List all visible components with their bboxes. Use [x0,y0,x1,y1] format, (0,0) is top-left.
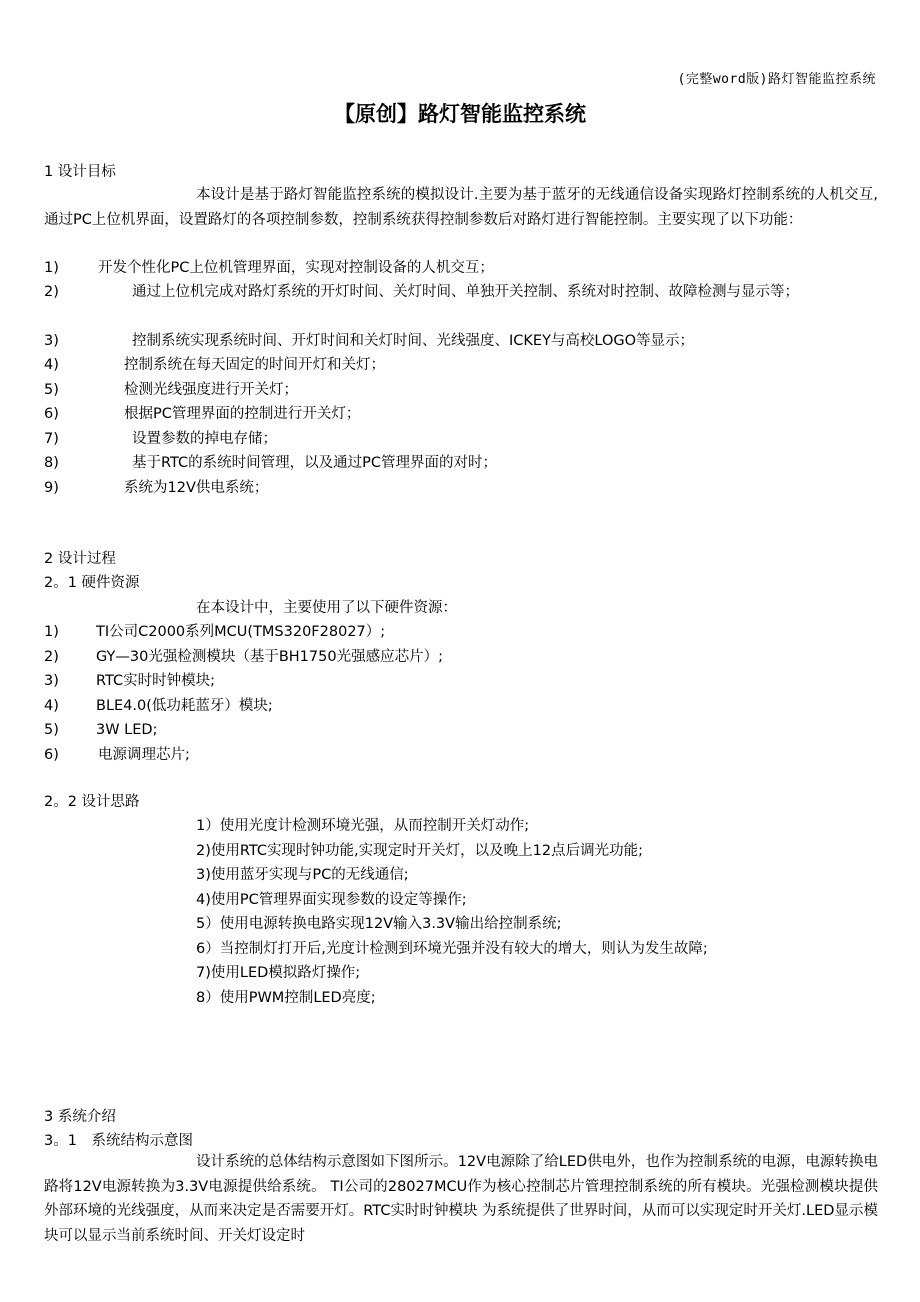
list-item: 6) 电源调理芯片; [44,747,190,763]
list-item: 2) GY—30光强检测模块（基于BH1750光强感应芯片）; [44,649,443,665]
page-header: (完整word版)路灯智能监控系统 [677,72,876,87]
list-item: 3)使用蓝牙实现与PC的无线通信; [196,867,409,883]
list-item: 8) 基于RTC的系统时间管理，以及通过PC管理界面的对时； [44,455,498,471]
list-item: 3) 控制系统实现系统时间、开灯时间和关灯时间、光线强度、ICKEY与高校LOGO等显示； [44,333,695,349]
list-item: 2) 通过上位机完成对路灯系统的开灯时间、关灯时间、单独开关控制、系统对时控制、故障检测与显示等； [44,284,799,300]
list-item: 5) 3W LED; [44,722,158,738]
section-2-1-intro: 在本设计中，主要使用了以下硬件资源： [196,600,457,616]
list-item: 2)使用RTC实现时钟功能,实现定时开关灯，以及晚上12点后调光功能; [196,843,643,859]
section-3-heading: 3 系统介绍 [44,1109,116,1125]
section-3-1-heading: 3。1 系统结构示意图 [44,1133,193,1149]
list-item: 5) 检测光线强度进行开关灯； [44,382,298,398]
list-item: 4) BLE4.0(低功耗蓝牙）模块; [44,698,273,714]
section-2-2-heading: 2。2 设计思路 [44,794,140,810]
list-item: 7) 设置参数的掉电存储； [44,431,277,447]
list-item: 3) RTC实时时钟模块; [44,673,216,689]
list-item: 6) 根据PC管理界面的控制进行开关灯； [44,406,361,422]
section-3-1-text: 设计系统的总体结构示意图如下图所示。12V电源除了给LED供电外，也作为控制系统的电源，电源转换电路将12V电源转换为3.3V电源提供给系统。 TI公司的28027MCU作为核心控制芯片管理控制系统的所有模块。光强检测模块提供外部环境的光线强度，从而来决定是否需要开灯。RTC实时时钟模块 为系统提供了世界时间，从而可以实现定时开关灯.LED显示模块可以显示当前系统时间、开关灯设定时 [44,1154,878,1244]
list-item: 6）当控制灯打开后,光度计检测到环境光强并没有较大的增大，则认为发生故障; [196,941,708,957]
section-2-heading: 2 设计过程 [44,551,116,567]
list-item: 4)使用PC管理界面实现参数的设定等操作; [196,892,467,908]
list-item: 8）使用PWM控制LED亮度; [196,990,376,1006]
section-2-1-heading: 2。1 硬件资源 [44,575,140,591]
list-item: 9) 系统为12V供电系统； [44,480,269,496]
list-item: 7)使用LED模拟路灯操作; [196,965,361,981]
document-title: 【原创】路灯智能监控系统 [334,102,586,126]
section-1-heading: 1 设计目标 [44,164,116,180]
section-1-intro: 本设计是基于路灯智能监控系统的模拟设计.主要为基于蓝牙的无线通信设备实现路灯控制系统的人机交互,通过PC上位机界面，设置路灯的各项控制参数，控制系统获得控制参数后对路灯进行智能控制。主要实现了以下功能： [44,187,878,228]
list-item: 1）使用光度计检测环境光强，从而控制开关灯动作; [196,818,530,834]
list-item: 1) TI公司C2000系列MCU(TMS320F28027）; [44,624,386,640]
list-item: 1) 开发个性化PC上位机管理界面，实现对控制设备的人机交互； [44,260,494,276]
list-item: 4) 控制系统在每天固定的时间开灯和关灯； [44,357,385,373]
list-item: 5）使用电源转换电路实现12V输入3.3V输出给控制系统; [196,916,562,932]
